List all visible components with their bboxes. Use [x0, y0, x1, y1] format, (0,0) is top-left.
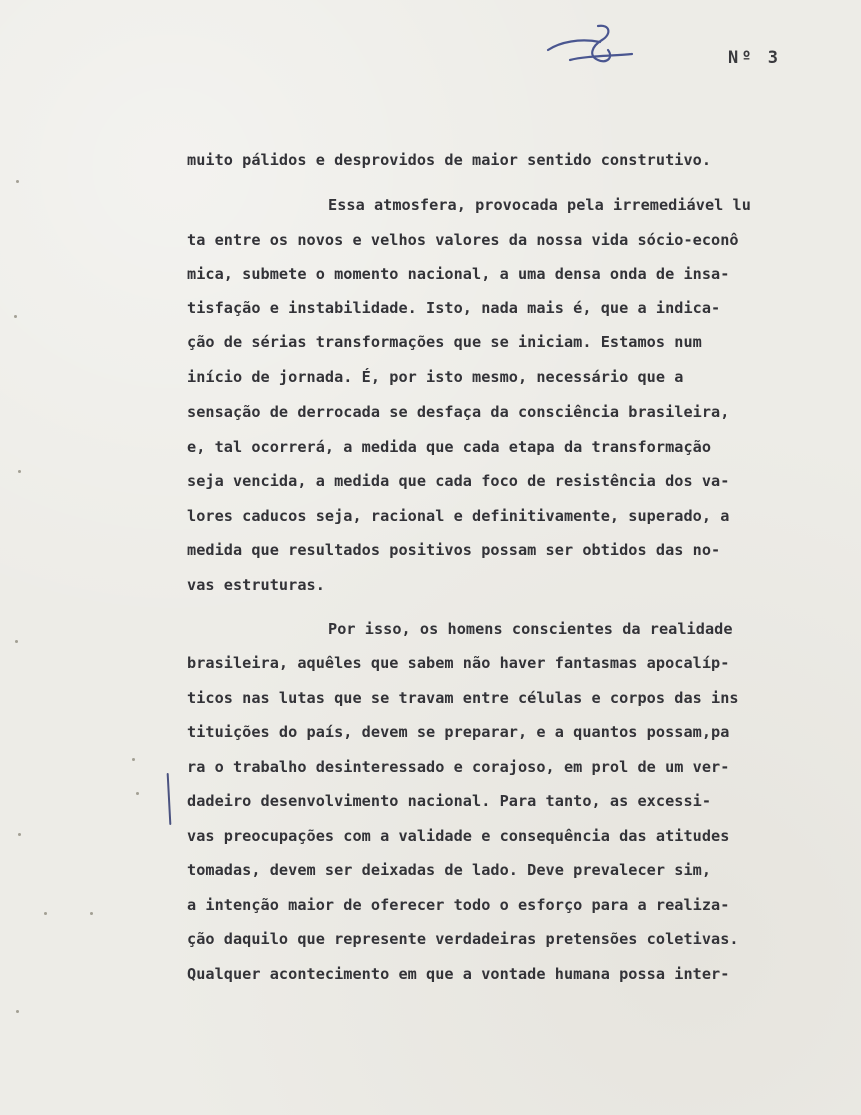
text-line: muito pálidos e desprovidos de maior sentido construtivo.	[187, 151, 712, 169]
text-line: ção daquilo que represente verdadeiras pretensões coletivas.	[187, 930, 739, 948]
text-line: dadeiro desenvolvimento nacional. Para tanto, as excessi-	[187, 792, 712, 810]
text-line: sensação de derrocada se desfaça da consciência brasileira,	[187, 403, 730, 421]
text-line: vas preocupações com a validade e consequência das atitudes	[187, 827, 730, 845]
text-line: seja vencida, a medida que cada foco de resistência dos va-	[187, 472, 730, 490]
margin-dot	[18, 470, 21, 473]
text-line: tomadas, devem ser deixadas de lado. Deve prevalecer sim,	[187, 861, 712, 879]
margin-dot	[136, 792, 139, 795]
text-line: mica, submete o momento nacional, a uma densa onda de insa-	[187, 265, 730, 283]
text-line: ção de sérias transformações que se iniciam. Estamos num	[187, 333, 702, 351]
page-number: Nº 3	[728, 48, 781, 68]
text-line: brasileira, aquêles que sabem não haver fantasmas apocalíp-	[187, 654, 730, 672]
text-line: vas estruturas.	[187, 576, 325, 594]
text-line: medida que resultados positivos possam ser obtidos das no-	[187, 541, 721, 559]
text-line: ta entre os novos e velhos valores da nossa vida sócio-econô	[187, 231, 739, 249]
text-line: a intenção maior de oferecer todo o esforço para a realiza-	[187, 896, 730, 914]
text-line: tisfação e instabilidade. Isto, nada mais é, que a indica-	[187, 299, 721, 317]
margin-dot	[44, 912, 47, 915]
text-line: Qualquer acontecimento em que a vontade humana possa inter-	[187, 965, 730, 983]
text-line: ra o trabalho desinteressado e corajoso, em prol de um ver-	[187, 758, 730, 776]
margin-dot	[18, 833, 21, 836]
text-line: Essa atmosfera, provocada pela irremediável lu	[328, 196, 751, 214]
signature-mark-icon	[540, 20, 640, 72]
text-line: início de jornada. É, por isto mesmo, necessário que a	[187, 368, 684, 386]
text-line: e, tal ocorrerá, a medida que cada etapa da transformação	[187, 438, 712, 456]
margin-dot	[132, 758, 135, 761]
text-line: ticos nas lutas que se travam entre células e corpos das ins	[187, 689, 739, 707]
margin-dot	[15, 640, 18, 643]
margin-pen-mark	[167, 773, 172, 825]
text-line: Por isso, os homens conscientes da realidade	[328, 620, 733, 638]
margin-dot	[16, 1010, 19, 1013]
text-line: lores caducos seja, racional e definitivamente, superado, a	[187, 507, 730, 525]
margin-dot	[14, 315, 17, 318]
margin-dot	[16, 180, 19, 183]
margin-dot	[90, 912, 93, 915]
text-line: tituições do país, devem se preparar, e a quantos possam,pa	[187, 723, 730, 741]
